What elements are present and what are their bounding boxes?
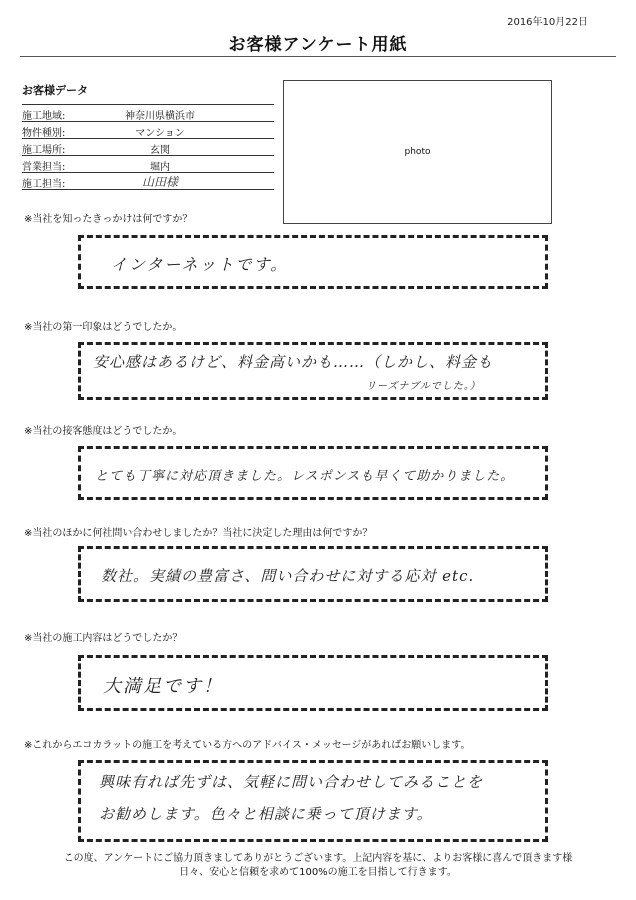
question-4: ※当社のほかに何社問い合わせしましたか？当社に決定した理由は何ですか？ — [24, 528, 373, 539]
question-5: ※当社の施工内容はどうでしたか？ — [24, 633, 183, 644]
footer-line-1: この度、アンケートにご協力頂きましてありがとうございます。上記内容を基に、よりお客様に喜んで頂きます様 — [63, 853, 573, 864]
customer-row-area — [22, 104, 274, 122]
answer-box-3 — [78, 446, 548, 500]
row-label: 施工担当: — [22, 179, 66, 190]
row-label: 施工場所: — [22, 145, 66, 156]
row-label: 営業担当: — [22, 162, 66, 173]
answer-2-line-2: リーズナブルでした。） — [366, 381, 481, 392]
answer-box-1 — [78, 235, 548, 289]
answer-1-line-1: インターネットです。 — [111, 255, 289, 274]
photo-box — [283, 80, 552, 224]
answer-box-6 — [78, 760, 548, 842]
answer-5-line-1: 大満足です！ — [103, 676, 223, 697]
customer-row-construction-staff — [22, 173, 274, 190]
customer-data-table — [22, 104, 274, 190]
answer-4-line-1: 数社。実績の豊富さ、問い合わせに対する応対 etc. — [101, 567, 475, 585]
footer-message — [0, 852, 636, 880]
row-value: 神奈川県横浜市 — [125, 111, 195, 122]
answer-box-4 — [78, 546, 548, 602]
answer-2-line-1: 安心感はあるけど、料金高いかも……（しかし、料金も — [93, 353, 494, 371]
question-6: ※これからエコカラットの施工を考えている方へのアドバイス・メッセージがあればお願いします。 — [24, 740, 471, 751]
question-1: ※当社を知ったきっかけは何ですか？ — [24, 214, 193, 225]
survey-date: 2016年10月22日 — [507, 17, 588, 28]
answer-3-line-1: とても丁寧に対応頂きました。レスポンスも早くて助かりました。 — [95, 469, 515, 484]
customer-row-sales-staff — [22, 156, 274, 173]
page-title: お客様アンケート用紙 — [228, 35, 408, 55]
answer-box-5 — [78, 655, 548, 711]
customer-row-property-type — [22, 122, 274, 139]
question-2: ※当社の第一印象はどうでしたか。 — [24, 322, 183, 333]
answer-6-line-1: 興味有れば先ずは、気軽に問い合わせしてみることを — [99, 773, 484, 791]
row-label: 物件種別: — [22, 128, 66, 139]
row-value: 玄関 — [150, 145, 170, 156]
answer-6-line-2: お勧めします。色々と相談に乗って頂けます。 — [99, 805, 433, 823]
answer-box-2 — [78, 342, 548, 400]
row-value: マンション — [135, 128, 185, 139]
title-divider — [20, 56, 616, 57]
row-value-handwritten: 山田様 — [141, 175, 178, 189]
photo-label: photo — [404, 147, 431, 157]
row-label: 施工地域: — [22, 111, 66, 122]
footer-line-2: 日々、安心と信頼を求めて100%の施工を目指して行きます。 — [179, 867, 457, 878]
question-3: ※当社の接客態度はどうでしたか。 — [24, 426, 183, 437]
customer-row-location — [22, 139, 274, 156]
customer-data-heading: お客様データ — [22, 84, 88, 97]
row-value: 堀内 — [150, 162, 170, 173]
